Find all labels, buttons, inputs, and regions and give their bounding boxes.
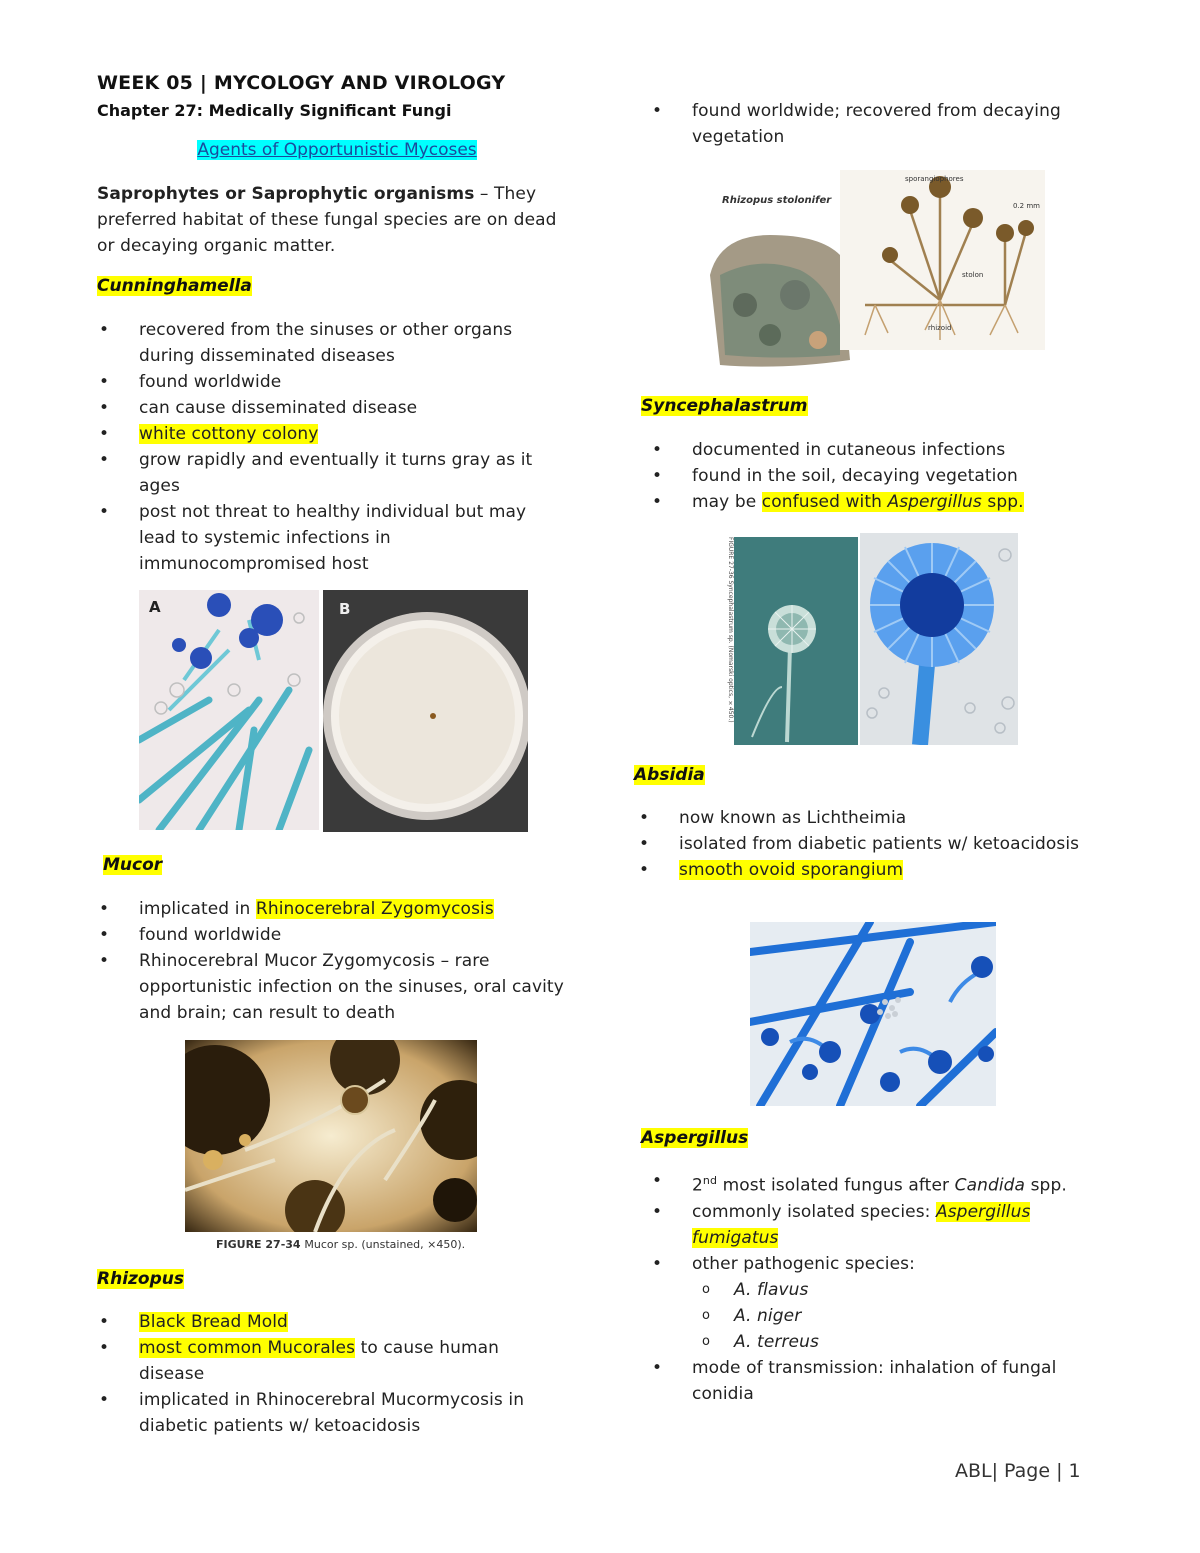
highlight-text: Aspergillus fumigatus <box>692 1201 1031 1248</box>
intro-definition: – They preferred habitat of these fungal species are on dead or decaying organic matter. <box>97 184 557 256</box>
page-footer: ABL| Page | 1 <box>955 1460 1081 1482</box>
rhizopus-list <box>97 1309 567 1439</box>
sub-list-item <box>692 1303 1110 1329</box>
list-item: • found in the soil, decaying vegetation <box>650 463 1110 489</box>
species-name: A. flavus <box>734 1279 809 1300</box>
mucor-heading-text: Mucor <box>103 855 163 875</box>
syncephalastrum-list <box>650 437 1110 515</box>
list-item: • found worldwide <box>97 922 567 948</box>
rhizopus-heading-text: Rhizopus <box>97 1269 184 1289</box>
list-item: • implicated in Rhinocerebral Mucormycosis in diabetic patients w/ ketoacidosis <box>97 1387 567 1439</box>
list-item-text: other pathogenic species: <box>692 1253 915 1274</box>
rhizopus-label-stolon: stolon <box>962 271 984 279</box>
section-heading-text: Agents of Opportunistic Mycoses <box>197 140 477 160</box>
syncephalastrum-side-caption: FIGURE 27-36 Syncephalastrum sp. (Nomarski optics, ×450.) <box>727 537 734 723</box>
list-item <box>97 1309 567 1335</box>
sub-list-item <box>692 1329 1110 1355</box>
list-item: • post not threat to healthy individual but may lead to systemic infections in immunocompromised host <box>97 499 567 577</box>
cunninghamella-list <box>97 317 567 577</box>
list-item-text: most isolated fungus after <box>717 1175 955 1196</box>
list-item <box>97 1335 567 1387</box>
caption-text: Mucor sp. (unstained, ×450). <box>304 1238 466 1251</box>
absidia-heading-text: Absidia <box>634 765 705 785</box>
aspergillus-heading <box>641 1128 748 1148</box>
syncephalastrum-heading-text: Syncephalastrum <box>641 396 808 416</box>
absidia-heading <box>634 765 705 785</box>
species-name: A. niger <box>734 1305 802 1326</box>
list-item: • isolated from diabetic patients w/ ketoacidosis <box>637 831 1097 857</box>
cunninghamella-micrograph-image <box>139 590 319 830</box>
section-heading <box>97 140 577 160</box>
page-title: WEEK 05 | MYCOLOGY AND VIROLOGY <box>97 72 506 94</box>
italic-text: Candida <box>954 1175 1026 1196</box>
chapter-title: Chapter 27: Medically Significant Fungi <box>97 101 452 120</box>
highlight-text: white cottony colony <box>139 424 319 444</box>
highlight-text: Black Bread Mold <box>139 1312 288 1332</box>
list-item: • documented in cutaneous infections <box>650 437 1110 463</box>
highlight-text: smooth ovoid sporangium <box>679 860 904 880</box>
rhizopus-list-continued <box>650 98 1110 150</box>
caption-label: FIGURE 27-34 <box>216 1238 301 1251</box>
absidia-list <box>637 805 1097 883</box>
list-item-text: to cause human disease <box>139 1338 500 1384</box>
list-item-text: 2 <box>692 1175 703 1196</box>
list-item: • now known as Lichtheimia <box>637 805 1097 831</box>
list-item <box>637 857 1097 883</box>
intro-paragraph <box>97 181 567 259</box>
list-item <box>650 489 1110 515</box>
rhizopus-label-scale: 0.2 mm <box>1013 202 1040 210</box>
highlight-text: most common Mucorales <box>139 1338 356 1358</box>
rhizopus-bread-mold-image <box>700 165 1045 370</box>
mucor-caption <box>216 1238 465 1251</box>
list-item: • can cause disseminated disease <box>97 395 567 421</box>
syncephalastrum-nomarski-image <box>712 537 858 745</box>
sub-list-item <box>692 1277 1110 1303</box>
syncephalastrum-stained-image <box>860 533 1018 745</box>
aspergillus-list <box>650 1168 1110 1407</box>
highlight-text: Rhinocerebral Zygomycosis <box>255 899 494 919</box>
aspergillus-heading-text: Aspergillus <box>641 1128 749 1148</box>
figure-label-b: B <box>339 600 351 618</box>
aspergillus-species-list <box>692 1277 1110 1355</box>
list-item-text: commonly isolated species: <box>692 1201 936 1222</box>
highlight-italic: Aspergillus <box>887 492 982 512</box>
list-item <box>650 1168 1110 1199</box>
mucor-heading <box>103 855 162 875</box>
rhizopus-figure-title: Rhizopus stolonifer <box>722 195 832 206</box>
list-item: • recovered from the sinuses or other organs during disseminated diseases <box>97 317 567 369</box>
species-name: A. terreus <box>734 1331 819 1352</box>
list-item <box>650 1251 1110 1355</box>
list-item-text: implicated in <box>139 899 256 919</box>
superscript: nd <box>702 1174 718 1187</box>
intro-term: Saprophytes or Saprophytic organisms <box>97 184 475 204</box>
rhizopus-label-rhizoid: rhizoid <box>928 324 952 332</box>
figure-label-a: A <box>149 598 161 616</box>
absidia-micrograph-image <box>750 922 996 1106</box>
mucor-list <box>97 896 567 1026</box>
rhizopus-label-sporangiophores: sporangiophores <box>905 175 964 183</box>
list-item: • Rhinocerebral Mucor Zygomycosis – rare opportunistic infection on the sinuses, oral cavity and brain; can result to death <box>97 948 567 1026</box>
cunninghamella-heading <box>97 276 252 296</box>
cunninghamella-heading-text: Cunninghamella <box>97 276 252 296</box>
list-item <box>97 896 567 922</box>
list-item: • found worldwide <box>97 369 567 395</box>
highlight-part: spp. <box>981 492 1024 512</box>
rhizopus-heading <box>97 1269 184 1289</box>
list-item-text: spp. <box>1025 1175 1067 1196</box>
list-item: • grow rapidly and eventually it turns gray as it ages <box>97 447 567 499</box>
list-item <box>97 421 567 447</box>
list-item-text: may be <box>692 492 762 512</box>
cunninghamella-culture-plate-image <box>323 590 528 832</box>
syncephalastrum-heading <box>641 396 808 416</box>
list-item: • found worldwide; recovered from decaying vegetation <box>650 98 1110 150</box>
highlight-part: confused with <box>761 492 888 512</box>
list-item <box>650 1199 1110 1251</box>
highlight-text <box>762 492 1024 512</box>
mucor-micrograph-image <box>185 1040 477 1232</box>
list-item: • mode of transmission: inhalation of fungal conidia <box>650 1355 1110 1407</box>
